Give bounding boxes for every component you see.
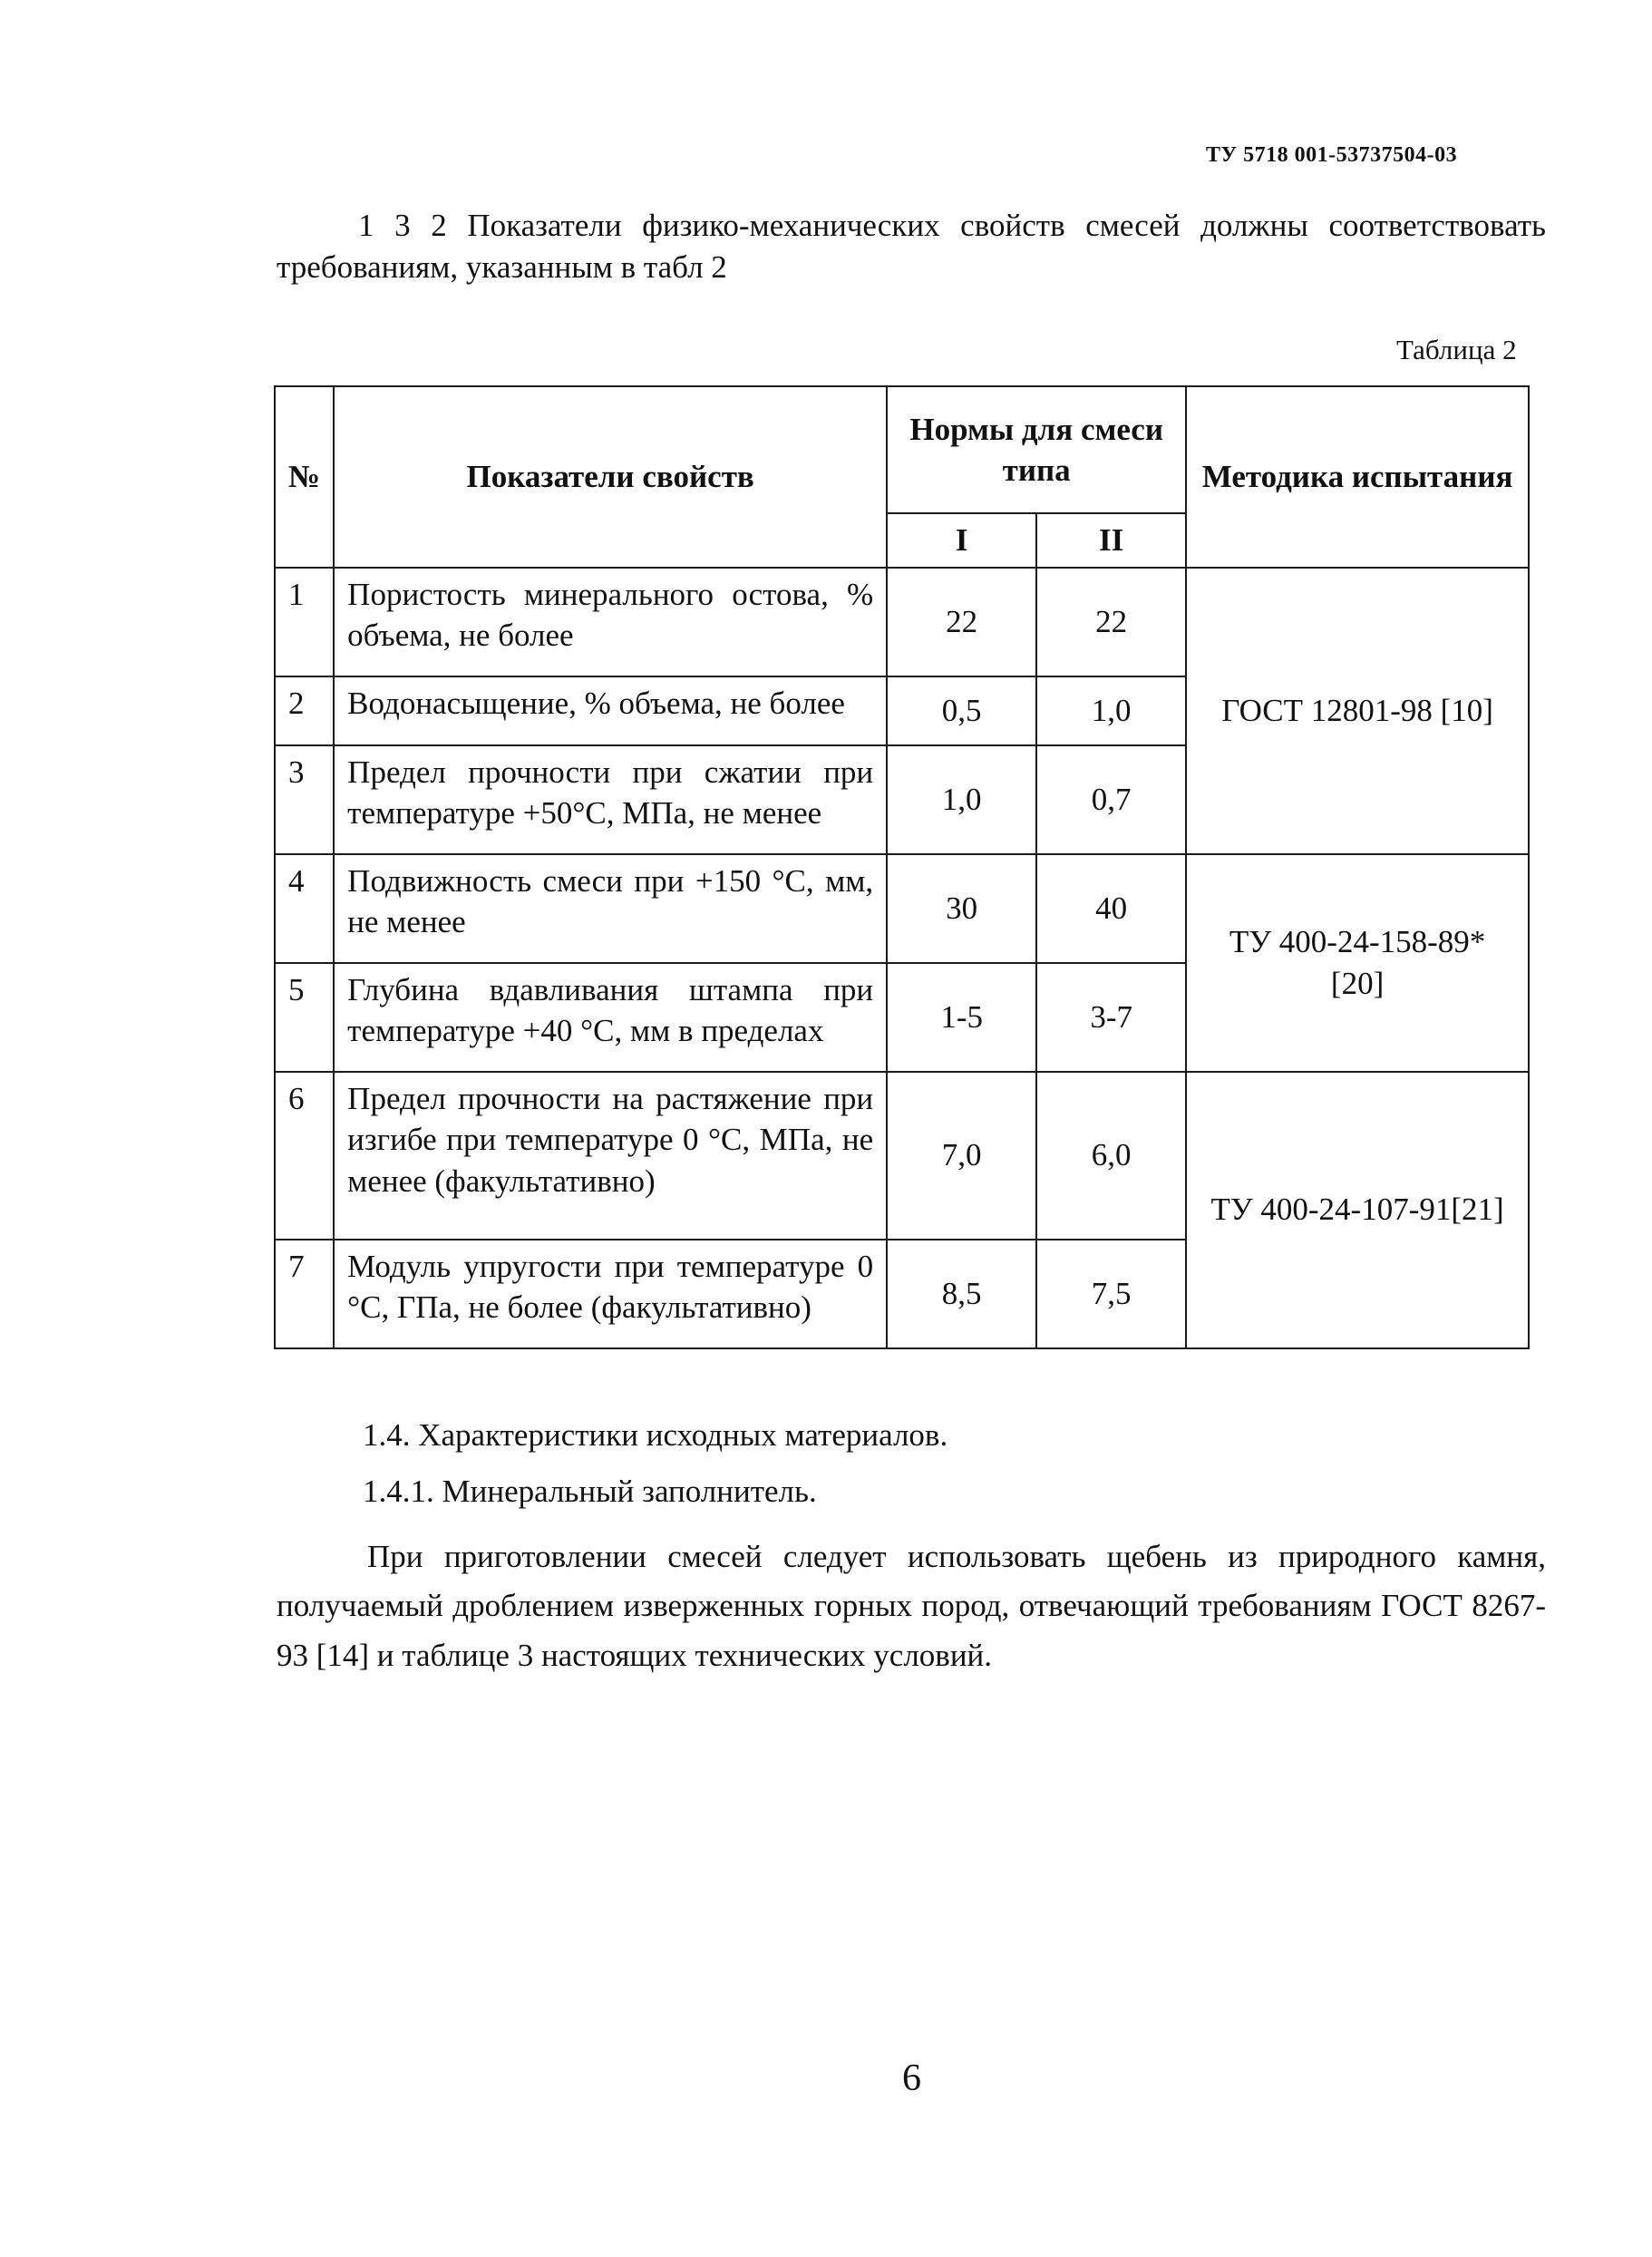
row-value-type2: 6,0 [1036, 1072, 1186, 1240]
row-property: Глубина вдавливания штампа при температуре +40 °С, мм в пределах [334, 963, 887, 1072]
header-type-1: I [887, 513, 1036, 568]
row-num: 5 [275, 963, 334, 1072]
section-heading: 1.4. Характеристики исходных материалов. [363, 1417, 948, 1453]
table-caption: Таблица 2 [1396, 334, 1517, 365]
method-tu-158-89: ТУ 400-24-158-89* [20] [1186, 854, 1529, 1072]
row-num: 7 [275, 1240, 334, 1348]
row-value-type2: 7,5 [1036, 1240, 1186, 1348]
header-norms: Нормы для смеси типа [887, 386, 1186, 513]
table-header-row [275, 386, 1529, 513]
method-tu-107-91: ТУ 400-24-107-91[21] [1186, 1072, 1529, 1348]
row-num: 1 [275, 568, 334, 676]
subsection-heading: 1.4.1. Минеральный заполнитель. [363, 1474, 817, 1509]
row-num: 2 [275, 676, 334, 745]
row-num: 6 [275, 1072, 334, 1240]
table-row [275, 568, 1529, 676]
row-value-type2: 22 [1036, 568, 1186, 676]
row-value-type2: 0,7 [1036, 745, 1186, 854]
row-value-type1: 0,5 [887, 676, 1036, 745]
row-property: Пористость минерального остова, % объема, не более [334, 568, 887, 676]
method-gost-12801: ГОСТ 12801-98 [10] [1186, 568, 1529, 854]
header-method: Методика испытания [1186, 386, 1529, 568]
row-property: Подвижность смеси при +150 °С, мм, не менее [334, 854, 887, 963]
row-property: Предел прочности при сжатии при температуре +50°С, МПа, не менее [334, 745, 887, 854]
row-value-type1: 8,5 [887, 1240, 1036, 1348]
row-value-type2: 1,0 [1036, 676, 1186, 745]
header-type-2: II [1036, 513, 1186, 568]
row-property: Водонасыщение, % объема, не более [334, 676, 887, 745]
page-number: 6 [902, 2058, 921, 2099]
header-property: Показатели свойств [334, 386, 887, 568]
row-value-type1: 7,0 [887, 1072, 1036, 1240]
section-paragraph: При приготовлении смесей следует использовать щебень из природного камня, получаемый дроблением изверженных горных пород, отвечающий требованиям ГОСТ 8267-93 [14] и таблице 3 настоящих технических условий. [277, 1539, 1546, 1673]
row-value-type1: 30 [887, 854, 1036, 963]
row-value-type2: 40 [1036, 854, 1186, 963]
properties-table [274, 385, 1530, 1349]
header-num: № [275, 386, 334, 568]
row-value-type1: 22 [887, 568, 1036, 676]
row-value-type1: 1-5 [887, 963, 1036, 1072]
row-num: 4 [275, 854, 334, 963]
row-value-type2: 3-7 [1036, 963, 1186, 1072]
table-row [275, 854, 1529, 963]
table-row [275, 1072, 1529, 1240]
row-property: Модуль упругости при температуре 0 °С, ГПа, не более (факультативно) [334, 1240, 887, 1348]
row-value-type1: 1,0 [887, 745, 1036, 854]
intro-paragraph: 1 3 2 Показатели физико-механических свойств смесей должны соответствовать требованиям, указанным в табл 2 [277, 208, 1546, 285]
row-num: 3 [275, 745, 334, 854]
row-property: Предел прочности на растяжение при изгибе при температуре 0 °С, МПа, не менее (факультативно) [334, 1072, 887, 1240]
document-code: ТУ 5718 001-53737504-03 [1206, 143, 1458, 167]
